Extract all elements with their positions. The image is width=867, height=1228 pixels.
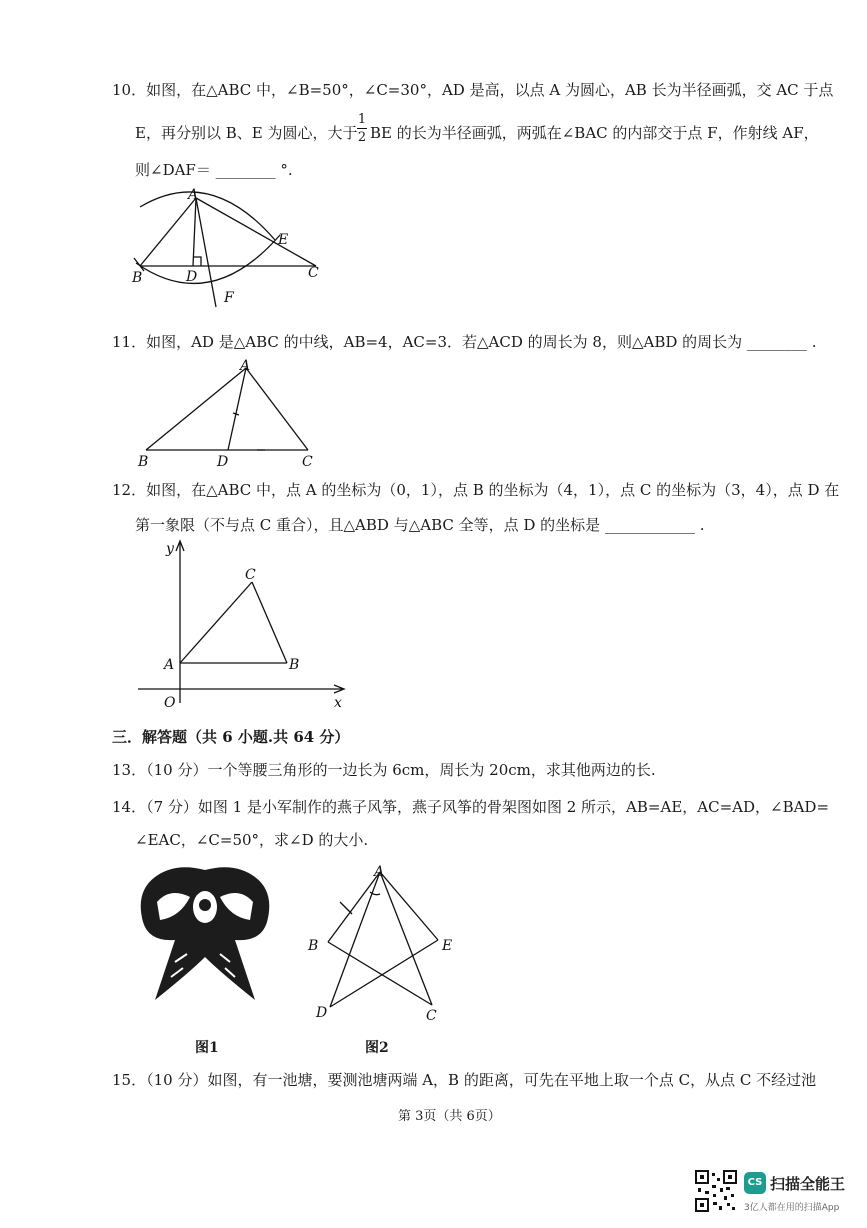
q12-label-x: x bbox=[334, 695, 342, 711]
fig1-caption: 图1 bbox=[195, 1040, 219, 1056]
q11-figure bbox=[130, 358, 330, 473]
q12-label-O: O bbox=[164, 695, 176, 711]
q10-frac-num: 1 bbox=[357, 112, 367, 127]
q12-line2: 第一象限（不与点 C 重合），且△ABD 与△ABC 全等，点 D 的坐标是 ____________ . bbox=[135, 516, 705, 534]
q12-label-C: C bbox=[245, 567, 256, 583]
q12-label-y: y bbox=[166, 541, 174, 557]
q10-line2a: E，再分别以 B、E 为圆心，大于 bbox=[135, 124, 358, 142]
q10-label-C: C bbox=[308, 265, 319, 281]
kite-picture bbox=[135, 862, 275, 1007]
q14-figure2 bbox=[300, 862, 470, 1027]
q10-figure bbox=[120, 185, 340, 315]
q10-label-F: F bbox=[224, 290, 234, 306]
q10-line1: 10．如图，在△ABC 中，∠B=50°，∠C=30°，AD 是高，以点 A 为圆心，AB 长为半径画弧，交 AC 于点 bbox=[112, 81, 834, 99]
q12-label-A: A bbox=[164, 657, 175, 673]
section-3-heading: 三．解答题（共 6 小题.共 64 分） bbox=[112, 728, 350, 746]
q12-line1: 12．如图，在△ABC 中，点 A 的坐标为（0，1），点 B 的坐标为（4，1），点 C 的坐标为（3，4），点 D 在 bbox=[112, 481, 840, 499]
q14-label-D: D bbox=[316, 1005, 328, 1021]
scanner-brand-name: 扫描全能王 bbox=[770, 1175, 846, 1193]
scanner-logo-text: CS bbox=[747, 1177, 763, 1188]
q11-label-B: B bbox=[138, 454, 149, 470]
q14-line1: 14．（7 分）如图 1 是小军制作的燕子风筝，燕子风筝的骨架图如图 2 所示，AB=AE，AC=AD，∠BAD= bbox=[112, 798, 830, 816]
q13-line1: 13．（10 分）一个等腰三角形的一边长为 6cm，周长为 20cm，求其他两边的长. bbox=[112, 761, 656, 779]
q10-label-D: D bbox=[186, 269, 198, 285]
q10-label-A: A bbox=[188, 187, 199, 203]
q11-line1: 11．如图，AD 是△ABC 的中线，AB=4，AC=3．若△ACD 的周长为 8，则△ABD 的周长为 ________ . bbox=[112, 333, 817, 351]
q14-label-B: B bbox=[308, 938, 319, 954]
q14-line2: ∠EAC，∠C=50°，求∠D 的大小. bbox=[135, 831, 369, 849]
fig2-caption: 图2 bbox=[365, 1040, 389, 1056]
q10-label-B: B bbox=[132, 270, 143, 286]
scanner-brand-tagline: 3亿人都在用的扫描App bbox=[744, 1203, 840, 1213]
q15-line1: 15．（10 分）如图，有一池塘，要测池塘两端 A，B 的距离，可先在平地上取一个点 C，从点 C 不经过池 bbox=[112, 1071, 817, 1089]
q10-frac-den: 2 bbox=[357, 130, 367, 145]
page-footer: 第 3页（共 6页） bbox=[398, 1109, 501, 1124]
q11-label-C: C bbox=[302, 454, 313, 470]
scanner-logo-icon bbox=[744, 1172, 766, 1194]
q14-label-A: A bbox=[374, 864, 385, 880]
q14-label-E: E bbox=[442, 938, 453, 954]
q14-label-C: C bbox=[426, 1008, 437, 1024]
q11-label-D: D bbox=[217, 454, 229, 470]
q12-figure bbox=[130, 535, 360, 715]
qr-code-icon bbox=[695, 1170, 737, 1212]
q11-label-A: A bbox=[240, 358, 251, 374]
q12-label-B: B bbox=[289, 657, 300, 673]
q10-frac-bar bbox=[357, 128, 367, 129]
q10-label-E: E bbox=[278, 232, 289, 248]
q10-line2b: BE 的长为半径画弧，两弧在∠BAC 的内部交于点 F，作射线 AF， bbox=[370, 124, 819, 142]
q10-line3: 则∠DAF＝ ________ °. bbox=[135, 161, 293, 179]
